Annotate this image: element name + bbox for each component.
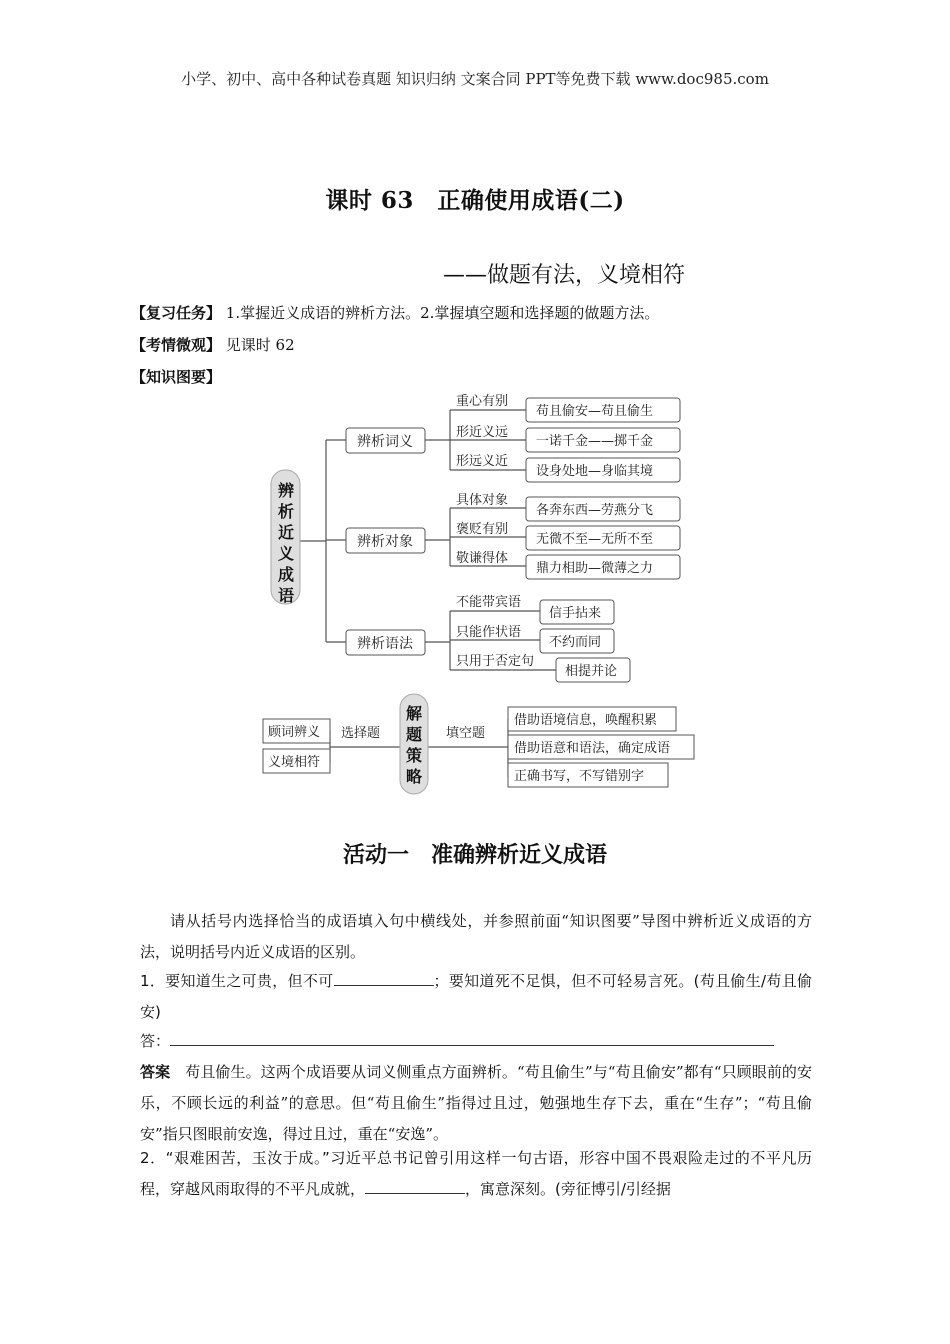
mindmap-group-label: 辨析对象 <box>357 534 413 550</box>
question-2-part1: 2．“艰难困苦，玉汝于成。”习近平总书记曾引用这样一句古语，形容中国不畏艰险走过的不平凡历程，穿越风雨取得的不平凡成就， <box>140 1149 812 1198</box>
svg-text:近: 近 <box>277 523 295 542</box>
svg-text:析: 析 <box>277 502 295 521</box>
mindmap-group-label: 辨析词义 <box>357 434 413 450</box>
page-title: 课时 63 正确使用成语(二) <box>325 187 625 214</box>
question-1-part1: 1．要知道生之可贵，但不可 <box>140 972 334 990</box>
question-1-blank[interactable] <box>334 971 434 986</box>
site-header: 小学、初中、高中各种试卷真题 知识归纳 文案合同 PPT等免费下载 www.doc985.com <box>181 70 769 88</box>
answer-label: 答案 <box>140 1063 171 1081</box>
mindmap-criterion: 重心有别 <box>456 394 509 409</box>
svg-text:解: 解 <box>405 704 423 723</box>
svg-text:题: 题 <box>405 725 423 744</box>
strategy-fill-item: 正确书写，不写错别字 <box>514 769 645 784</box>
question-1-answer <box>140 1057 812 1150</box>
question-1-answer-prompt <box>140 1026 812 1057</box>
question-1 <box>140 966 812 1028</box>
page-subtitle: ——做题有法，义境相符 <box>443 263 686 288</box>
mindmap-example: 信手拈来 <box>549 606 602 621</box>
strategy-fill-label: 填空题 <box>446 726 486 741</box>
svg-text:语: 语 <box>277 586 295 605</box>
svg-text:策: 策 <box>405 746 423 765</box>
svg-text:辨: 辨 <box>277 481 295 500</box>
question-1-part2: ；要知道死不足惧，但不可轻易言死。(苟且偷生/苟且偷安) <box>140 972 812 1021</box>
knowledge-map-label: 【知识图要】 <box>131 368 222 386</box>
mindmap-group-label: 辨析语法 <box>357 636 413 652</box>
strategy-choice-label: 选择题 <box>341 726 381 741</box>
answer-prompt-label: 答： <box>140 1032 171 1050</box>
mindmap-example: 一诺千金——掷千金 <box>536 434 654 449</box>
mindmap-criterion: 敬谦得体 <box>456 551 509 566</box>
question-2-part2: ，寓意深刻。(旁征博引/引经据 <box>465 1180 671 1198</box>
mindmap-example: 设身处地—身临其境 <box>536 464 654 479</box>
mindmap-example: 不约而同 <box>549 635 602 650</box>
mindmap-criterion: 形近义远 <box>456 425 509 440</box>
mindmap-criterion: 具体对象 <box>456 493 509 508</box>
exam-overview-text: 见课时 62 <box>221 336 295 354</box>
exam-overview-label: 【考情微观】 <box>131 336 222 354</box>
svg-text:义: 义 <box>277 544 295 563</box>
mindmap-example: 苟且偷安—苟且偷生 <box>536 404 654 419</box>
mindmap-criterion: 褒贬有别 <box>456 522 509 537</box>
instructions: 请从括号内选择恰当的成语填入句中横线处，并参照前面“知识图要”导图中辨析近义成语的方法，说明括号内近义成语的区别。 <box>140 912 812 961</box>
mindmap-criterion: 不能带宾语 <box>456 595 522 610</box>
mindmap-example: 鼎力相助—微薄之力 <box>536 561 654 576</box>
strategy-fill-item: 借助语意和语法，确定成语 <box>514 741 671 756</box>
review-task-text: 1.掌握近义成语的辨析方法。2.掌握填空题和选择题的做题方法。 <box>221 304 660 322</box>
strategy-choice-item: 义境相符 <box>268 755 321 770</box>
svg-text:成: 成 <box>277 565 295 584</box>
section-title: 活动一 准确辨析近义成语 <box>342 842 607 868</box>
svg-text:略: 略 <box>405 767 423 786</box>
question-2 <box>140 1143 812 1205</box>
mindmap-example: 各奔东西—劳燕分飞 <box>536 503 654 518</box>
mindmap-criterion: 只能作状语 <box>456 625 522 640</box>
question-2-blank[interactable] <box>365 1179 465 1194</box>
mindmap-example: 无微不至—无所不至 <box>536 532 654 547</box>
strategy-choice-item: 顾词辨义 <box>268 725 321 740</box>
strategy-fill-item: 借助语境信息，唤醒积累 <box>514 713 658 728</box>
mindmap-example: 相提并论 <box>565 664 618 679</box>
mindmap-criterion: 只用于否定句 <box>456 654 535 669</box>
answer-line[interactable] <box>170 1031 774 1046</box>
review-task-label: 【复习任务】 <box>131 304 222 322</box>
mindmap-criterion: 形远义近 <box>456 454 509 469</box>
answer-text: 苟且偷生。这两个成语要从词义侧重点方面辨析。“苟且偷生”与“苟且偷安”都有“只顾眼前的安乐，不顾长远的利益”的意思。但“苟且偷生”指得过且过，勉强地生存下去，重在“生存”；“苟且偷安”指只图眼前安逸，得过且过，重在“安逸”。 <box>140 1063 812 1143</box>
